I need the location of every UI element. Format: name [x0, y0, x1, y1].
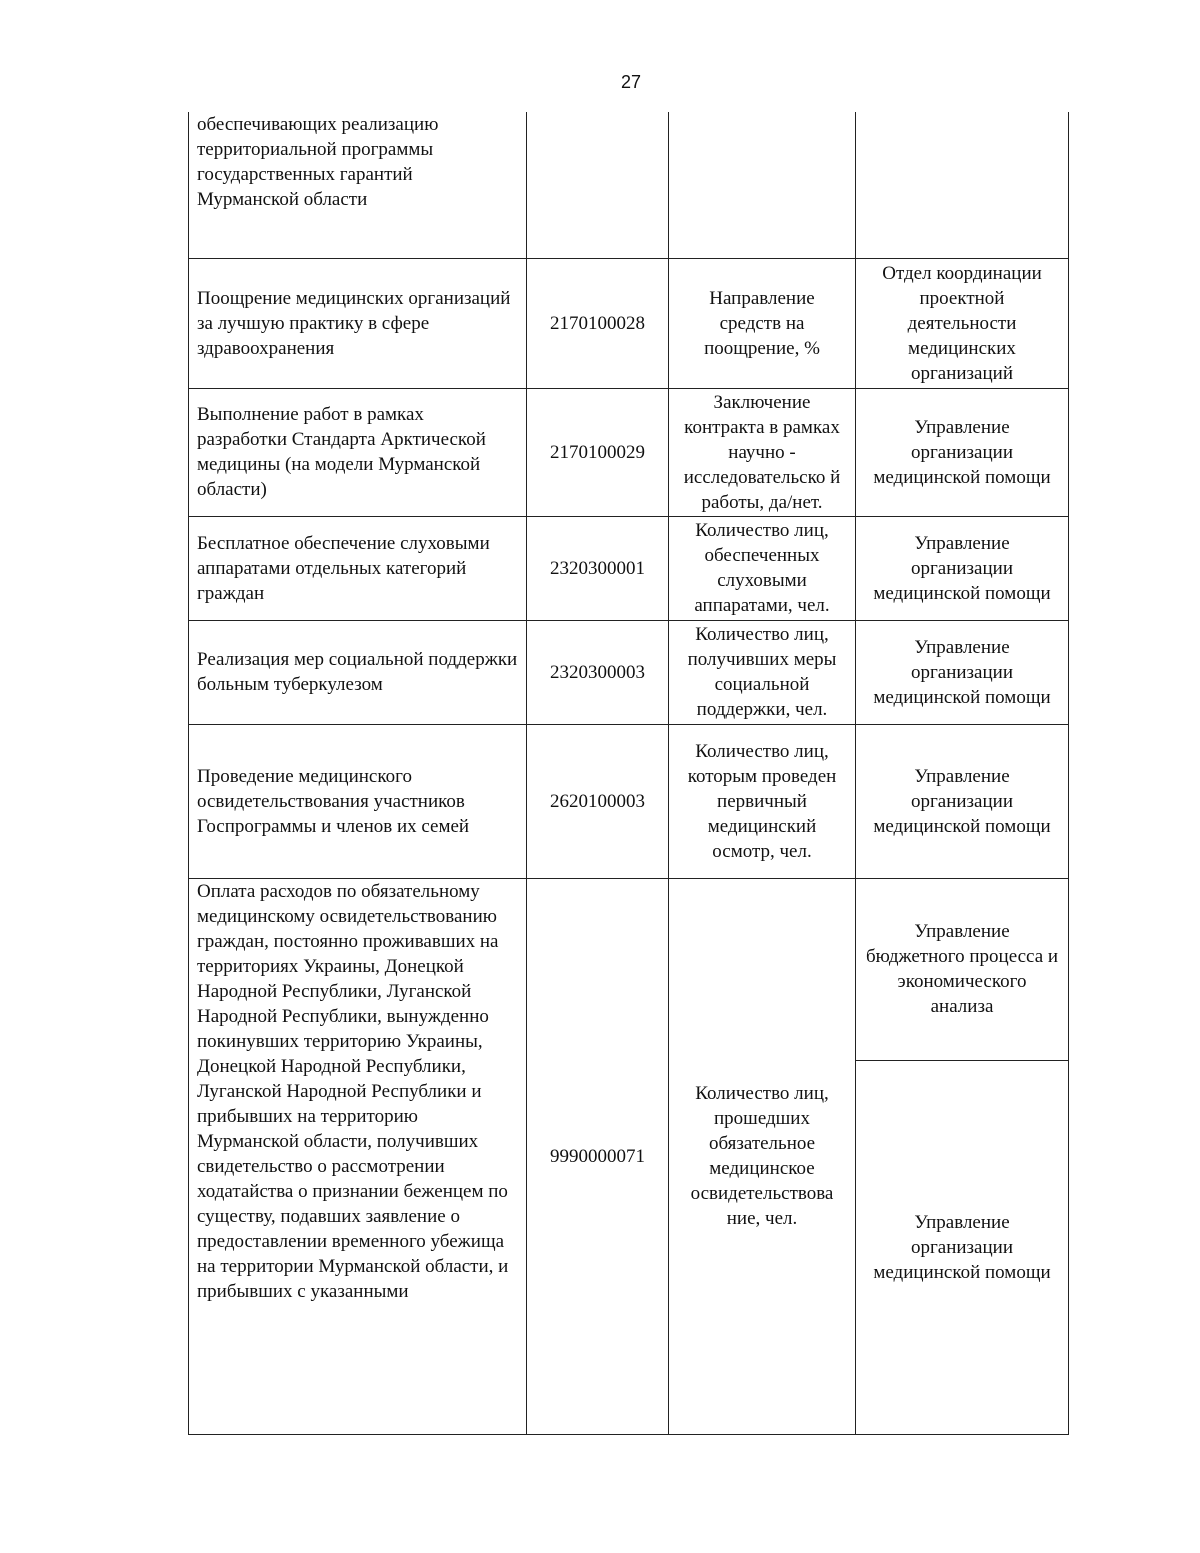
measure-indicator: Количество лиц, которым проведен первичный медицинский осмотр, чел. — [669, 724, 856, 878]
responsible-department: Управление бюджетного процесса и экономического анализа — [856, 878, 1069, 1060]
responsible-department: Отдел координации проектной деятельности медицинских организаций — [856, 258, 1069, 388]
measure-code: 9990000071 — [527, 878, 669, 1434]
measure-indicator: Заключение контракта в рамках научно - исследовательско й работы, да/нет. — [669, 388, 856, 516]
table-row — [189, 388, 1069, 516]
measure-name: Реализация мер социальной поддержки больным туберкулезом — [189, 620, 527, 724]
table-row — [189, 258, 1069, 388]
program-measures-table — [188, 112, 1069, 1435]
measure-name: Проведение медицинского освидетельствования участников Госпрограммы и членов их семей — [189, 724, 527, 878]
responsible-department: Управление организации медицинской помощи — [856, 516, 1069, 620]
table-row — [189, 878, 1069, 1060]
responsible-department: Управление организации медицинской помощи — [856, 620, 1069, 724]
responsible-department: Управление организации медицинской помощи — [856, 1060, 1069, 1434]
measure-indicator: Количество лиц, получивших меры социальной поддержки, чел. — [669, 620, 856, 724]
measure-code — [527, 112, 669, 258]
measure-name: обеспечивающих реализацию территориальной программы государственных гарантий Мурманской области — [189, 112, 527, 258]
table-row — [189, 516, 1069, 620]
table-row — [189, 620, 1069, 724]
responsible-department — [856, 112, 1069, 258]
measure-indicator: Направление средств на поощрение, % — [669, 258, 856, 388]
measure-name: Оплата расходов по обязательному медицинскому освидетельствованию граждан, постоянно проживавших на территориях Украины, Донецкой Народной Республики, Луганской Народной Республики, вынужденно покинувших территорию Украины, Донецкой Народной Республики, Луганской Народной Республики и прибывших на территорию Мурманской области, получивших свидетельство о рассмотрении ходатайства о признании беженцем по существу, подавших заявление о предоставлении временного убежища на территории Мурманской области, и прибывших с указанными — [189, 878, 527, 1434]
measure-code: 2620100003 — [527, 724, 669, 878]
measure-indicator: Количество лиц, прошедших обязательное медицинское освидетельствова ние, чел. — [669, 878, 856, 1434]
measure-name: Поощрение медицинских организаций за лучшую практику в сфере здравоохранения — [189, 258, 527, 388]
measure-code: 2320300003 — [527, 620, 669, 724]
measure-name: Бесплатное обеспечение слуховыми аппаратами отдельных категорий граждан — [189, 516, 527, 620]
table-row — [189, 724, 1069, 878]
measure-code: 2170100029 — [527, 388, 669, 516]
measure-code: 2170100028 — [527, 258, 669, 388]
measure-indicator — [669, 112, 856, 258]
measure-indicator: Количество лиц, обеспеченных слуховыми аппаратами, чел. — [669, 516, 856, 620]
responsible-department: Управление организации медицинской помощи — [856, 724, 1069, 878]
measure-code: 2320300001 — [527, 516, 669, 620]
table-row — [189, 112, 1069, 258]
page-number: 27 — [620, 72, 642, 92]
measure-name: Выполнение работ в рамках разработки Стандарта Арктической медицины (на модели Мурманской области) — [189, 388, 527, 516]
responsible-department: Управление организации медицинской помощи — [856, 388, 1069, 516]
